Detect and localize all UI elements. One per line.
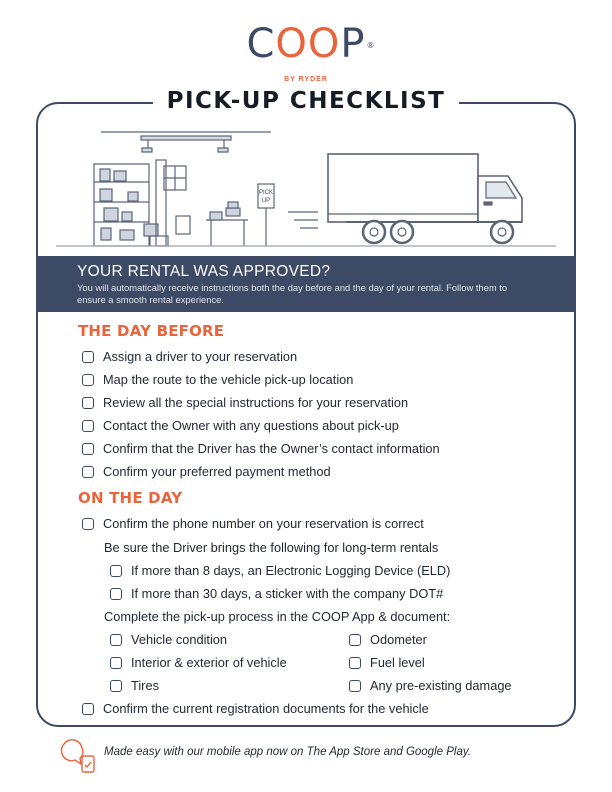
checklist-item [82, 372, 353, 387]
checkbox[interactable] [349, 680, 361, 692]
driver-note: Be sure the Driver brings the following for long-term rentals [104, 540, 439, 555]
item-label: Confirm your preferred payment method [103, 464, 331, 479]
logo-letter-c: C [246, 21, 276, 67]
checkbox[interactable] [82, 443, 94, 455]
item-label: Tires [131, 678, 159, 693]
logo-letter-p: P [340, 21, 366, 67]
checklist-item [110, 563, 450, 578]
checklist-item [110, 586, 443, 601]
checklist-item [82, 516, 424, 531]
checkbox[interactable] [110, 588, 122, 600]
page-title: PICK-UP CHECKLIST [153, 86, 460, 116]
coop-logo [0, 22, 612, 66]
item-label: If more than 30 days, a sticker with the company DOT# [131, 586, 444, 601]
checklist-item [349, 655, 425, 670]
section-heading-day-before: THE DAY BEFORE [78, 322, 225, 340]
checklist-item [82, 418, 399, 433]
checklist-item [110, 632, 227, 647]
footer [58, 738, 578, 774]
item-label: Confirm that the Driver has the Owner’s contact information [103, 441, 440, 456]
warehouse-truck-illustration [56, 124, 556, 256]
checklist-item [82, 464, 331, 479]
footer-text: Made easy with our mobile app now on The App Store and Google Play. [104, 746, 471, 758]
checkbox[interactable] [82, 351, 94, 363]
logo-byline: BY RYDER [284, 76, 328, 83]
checkbox[interactable] [82, 420, 94, 432]
checkbox[interactable] [110, 657, 122, 669]
checkbox[interactable] [349, 634, 361, 646]
sign-line-1: PICK [258, 190, 274, 196]
banner-text: You will automatically receive instructions both the day before and the day of your rental. Follow them to ensure a smooth rental experience. [77, 282, 508, 305]
checklist-item [82, 701, 429, 716]
item-label: Assign a driver to your reservation [103, 349, 298, 364]
logo-registered-mark: ® [366, 41, 376, 50]
checklist-item [110, 655, 287, 670]
item-label: Fuel level [370, 655, 425, 670]
logo-wordmark [246, 21, 376, 67]
title-wrap [0, 86, 612, 116]
banner-heading: YOUR RENTAL WAS APPROVED? [77, 263, 331, 280]
section-heading-on-the-day: ON THE DAY [78, 489, 183, 507]
item-label: Vehicle condition [131, 632, 228, 647]
checkbox[interactable] [82, 703, 94, 715]
approval-banner [37, 256, 575, 312]
checkbox[interactable] [82, 374, 94, 386]
item-label: Confirm the current registration documents for the vehicle [103, 701, 429, 716]
checklist-item [349, 632, 427, 647]
checklist-item [349, 678, 512, 693]
item-label: Contact the Owner with any questions about pick-up [103, 418, 399, 433]
checklist-item [110, 678, 159, 693]
item-label: Map the route to the vehicle pick-up location [103, 372, 354, 387]
item-label: If more than 8 days, an Electronic Logging Device (ELD) [131, 563, 451, 578]
chat-phone-icon [58, 738, 98, 774]
item-label: Any pre-existing damage [370, 678, 512, 693]
checkbox[interactable] [82, 397, 94, 409]
item-label: Confirm the phone number on your reservation is correct [103, 516, 424, 531]
checkbox[interactable] [349, 657, 361, 669]
item-label: Review all the special instructions for your reservation [103, 395, 409, 410]
checkbox[interactable] [110, 680, 122, 692]
logo-letters-oo: OO [275, 21, 341, 67]
checklist-item [82, 349, 297, 364]
checkbox[interactable] [110, 565, 122, 577]
item-label: Interior & exterior of vehicle [131, 655, 287, 670]
item-label: Odometer [370, 632, 427, 647]
checkbox[interactable] [82, 518, 94, 530]
checkbox[interactable] [110, 634, 122, 646]
checkbox[interactable] [82, 466, 94, 478]
checklist-item [82, 395, 408, 410]
sign-line-2: UP [261, 198, 271, 204]
process-note: Complete the pick-up process in the COOP App & document: [104, 609, 451, 624]
checklist-item [82, 441, 440, 456]
